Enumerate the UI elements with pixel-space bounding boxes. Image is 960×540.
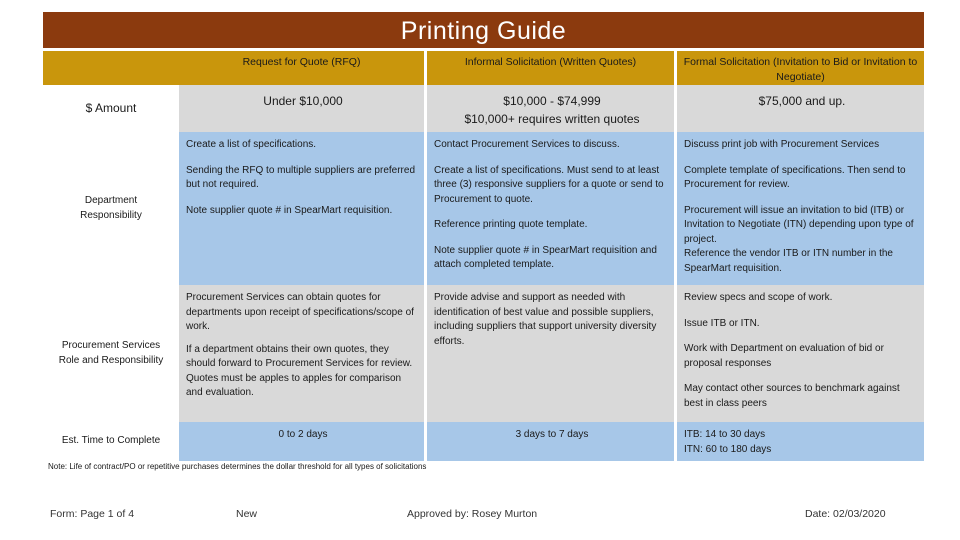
procurement-formal-item: Issue ITB or ITN. [684,317,760,329]
amount-label: $ Amount [85,101,137,116]
column-header-formal: Formal Solicitation (Invitation to Bid or Invitation to Negotiate) [674,51,924,85]
column-header-rfq: Request for Quote (RFQ) [179,51,424,85]
page-title: Printing Guide [43,12,924,48]
printing-guide-table [43,51,924,461]
header-blank-cell [43,51,179,85]
department-formal-item: Procurement will issue an invitation to bid (ITB) or Invitation to Negotiate (ITN) depending upon type of project. [684,204,914,245]
row-label-procurement [43,285,179,422]
procurement-informal-cell [424,285,674,422]
time-informal-cell [424,422,674,461]
department-formal-cell [674,132,924,285]
amount-informal-range: $10,000 - $74,999 [503,94,601,109]
footer-form: Form: Page 1 of 4 [50,508,135,520]
amount-formal-cell [674,85,924,132]
footer-date: Date: 02/03/2020 [805,508,886,520]
time-rfq: 0 to 2 days [278,429,328,441]
row-label-department [43,132,179,285]
department-rfq-item: Create a list of specifications. [186,139,317,151]
department-rfq-cell [179,132,424,285]
header-row [43,51,924,85]
department-formal-item: Discuss print job with Procurement Services [684,139,880,151]
amount-rfq: Under $10,000 [263,94,343,109]
department-informal-item: Create a list of specifications. Must send to at least three (3) responsive suppliers for a quote or send to Procurement to quote. [434,164,664,205]
procurement-formal-item: May contact other sources to benchmark against best in class peers [684,383,900,409]
row-label-time [43,422,179,461]
time-informal: 3 days to 7 days [515,429,589,441]
footer-approved: Approved by: Rosey Murton [407,508,538,520]
time-row [43,422,924,461]
procurement-rfq-item: If a department obtains their own quotes, they should forward to Procurement Services for review. Quotes must be apples to apples for comparison and evaluation. [186,343,413,399]
department-informal-item: Reference printing quote template. [434,219,588,231]
procurement-rfq-cell [179,285,424,422]
amount-row [43,85,924,132]
department-row [43,132,924,285]
department-formal-item: Complete template of specifications. Then send to Procurement for review. [684,164,906,191]
department-rfq-item: Sending the RFQ to multiple suppliers are preferred but not required. [186,164,416,191]
department-label: Department Responsibility [80,195,142,221]
row-label-amount [43,85,179,132]
procurement-informal-item: Provide advise and support as needed with identification of best value and possible suppliers, including suppliers that support university diversity efforts. [434,292,657,347]
time-formal-cell [674,422,924,461]
time-label: Est. Time to Complete [61,435,161,447]
time-rfq-cell [179,422,424,461]
footer-status: New [236,508,258,520]
procurement-formal-cell [674,285,924,422]
procurement-formal-item: Review specs and scope of work. [684,292,833,304]
department-informal-cell [424,132,674,285]
procurement-row [43,285,924,422]
department-informal-item: Contact Procurement Services to discuss. [434,139,620,151]
department-rfq-item: Note supplier quote # in SpearMart requisition. [186,204,393,216]
time-formal-itb: ITB: 14 to 30 days [684,429,766,441]
amount-informal-cell [424,85,674,132]
procurement-label: Procurement Services Role and Responsibility [58,340,164,366]
amount-formal: $75,000 and up. [758,94,846,109]
time-formal-itn: ITN: 60 to 180 days [684,443,772,455]
procurement-formal-item: Work with Department on evaluation of bid or proposal responses [684,343,884,369]
department-formal-item: Reference the vendor ITB or ITN number in the SpearMart requisition. [684,248,893,274]
footnote: Note: Life of contract/PO or repetitive purchases determines the dollar threshold for all types of solicitations [48,462,427,471]
procurement-rfq-item: Procurement Services can obtain quotes for departments upon receipt of specifications/scope of work. [186,292,414,333]
column-header-informal: Informal Solicitation (Written Quotes) [424,51,674,85]
amount-rfq-cell [179,85,424,132]
amount-informal-note: $10,000+ requires written quotes [464,111,640,126]
department-informal-item: Note supplier quote # in SpearMart requisition and attach completed template. [434,244,657,271]
